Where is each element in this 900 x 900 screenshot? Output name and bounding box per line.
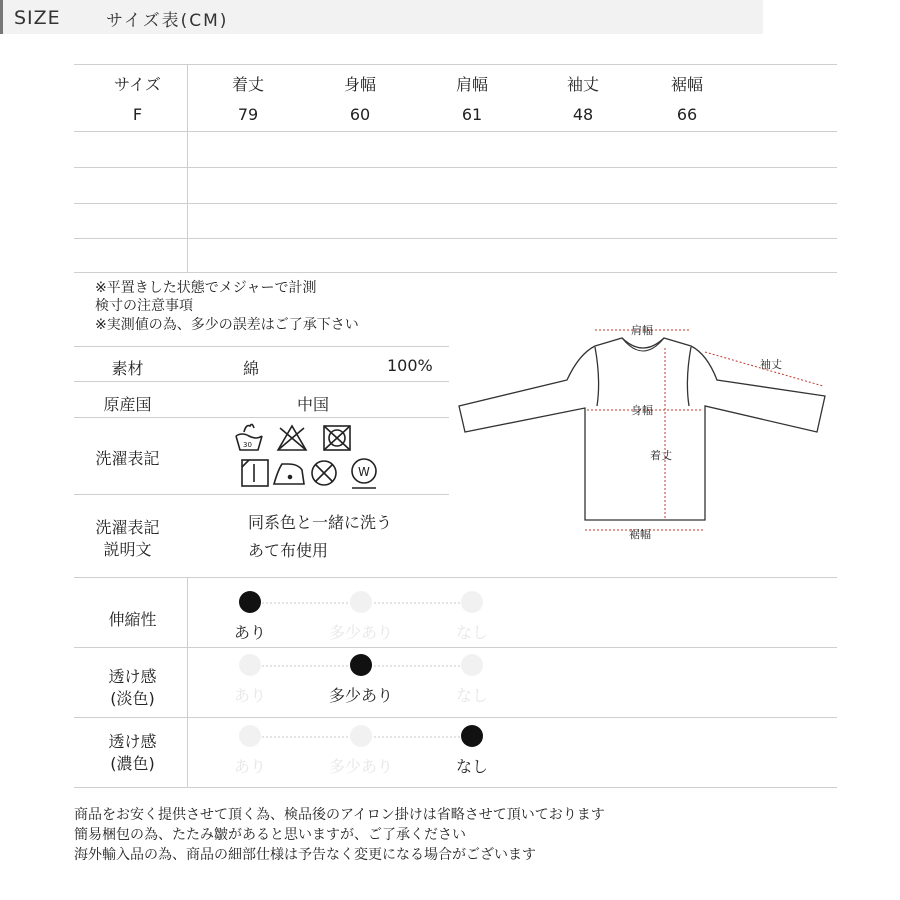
no-tumble-dry-icon [324,426,350,450]
diagram-label-shoulder: 肩幅 [631,324,653,337]
diagram-label-hem: 裾幅 [629,528,651,541]
table-cell: 79 [237,105,259,124]
scale-dot [239,591,261,613]
line-dry-shade-icon [242,460,268,486]
size-header [0,0,763,34]
table-cell: 48 [572,105,594,124]
header-size: サイズ [114,75,161,94]
svg-text:W: W [358,465,370,479]
note-line: ※平置きした状態でメジャーで計測 [95,280,317,296]
table-cell: F [132,105,143,124]
scale-option-label: あり [233,757,266,776]
garment-diagram [455,320,840,550]
table-cell: 66 [676,105,698,124]
header-shoulder: 肩幅 [455,75,488,94]
footer-line: 海外輸入品の為、商品の細部仕様は予告なく変更になる場合がございます [74,847,536,863]
iron-low-icon [274,464,304,484]
scale-option-label: あり [233,686,266,705]
scale-label-sub: (淡色) [110,689,155,708]
scale-label-sub: (濃色) [110,754,155,773]
care-label: 洗濯表記 [95,449,160,468]
scale-label: 伸縮性 [108,610,157,629]
header-accent-bar [0,0,3,34]
scale-label: 透け感 [108,732,157,751]
header-body-width: 身幅 [343,75,376,94]
scale-label: 透け感 [108,667,157,686]
scale-option-label: なし [455,623,488,642]
header-sleeve: 袖丈 [566,75,599,94]
no-bleach-icon [278,426,306,450]
scale-dot [239,725,261,747]
wet-clean-icon [352,459,376,488]
scale-option-label: あり [233,623,266,642]
diagram-label-body-width: 身幅 [631,404,653,417]
care-desc-line-2: あて布使用 [248,541,329,560]
svg-text:30: 30 [243,441,252,449]
header-subtitle: サイズ表(CM) [106,11,229,31]
scale-dot [239,654,261,676]
header-title: SIZE [14,7,61,29]
origin-value: 中国 [297,395,330,414]
no-dry-clean-icon [312,461,336,485]
care-desc-label-line-1: 洗濯表記 [95,518,160,537]
note-line: ※実測値の為、多少の誤差はご了承下さい [95,317,359,333]
scale-option-label: 多少あり [328,623,393,642]
scale-option-label: なし [455,757,488,776]
origin-label: 原産国 [103,395,152,414]
care-desc-label-line-2: 説明文 [103,540,152,559]
care-desc-line-1: 同系色と一緒に洗う [248,513,393,532]
scale-option-label: なし [455,686,488,705]
scale-dot [461,725,483,747]
header-length: 着丈 [231,75,264,94]
diagram-label-length: 着丈 [650,449,672,462]
care-icons [230,420,390,492]
diagram-label-sleeve: 袖丈 [760,358,782,371]
footer-line: 簡易梱包の為、たたみ皺があると思いますが、ご了承ください [74,827,466,843]
hand-wash-30-icon [236,424,262,450]
table-cell: 60 [349,105,371,124]
header-hem: 裾幅 [670,75,703,94]
scale-dot [350,591,372,613]
scale-dot [461,654,483,676]
scale-dot [461,591,483,613]
note-line: 検寸の注意事項 [95,298,193,314]
scale-dot [350,725,372,747]
material-percent: 100% [387,356,433,375]
material-label: 素材 [111,359,144,378]
scale-dot [350,654,372,676]
scale-option-label: 多少あり [328,686,393,705]
scale-option-label: 多少あり [328,757,393,776]
table-cell: 61 [461,105,483,124]
footer-line: 商品をお安く提供させて頂く為、検品後のアイロン掛けは省略させて頂いております [74,807,605,823]
material-name: 綿 [243,359,260,378]
